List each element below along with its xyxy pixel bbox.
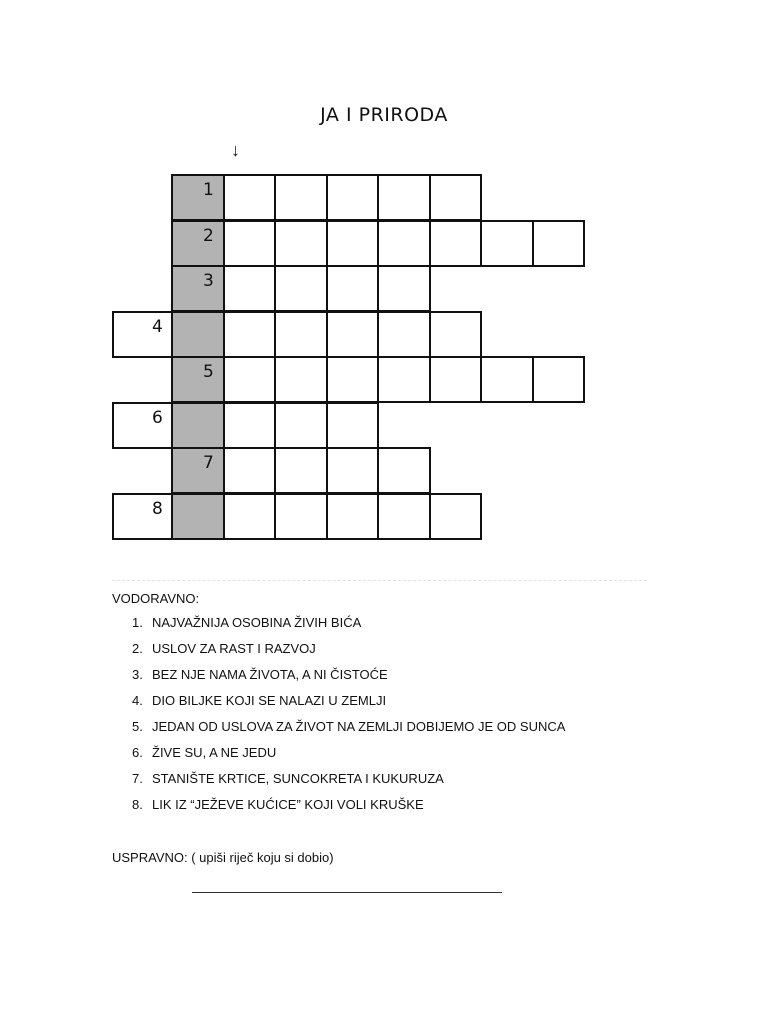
clue-text: JEDAN OD USLOVA ZA ŽIVOT NA ZEMLJI DOBIJEMO JE OD SUNCA xyxy=(152,719,566,734)
row-number: 5 xyxy=(203,362,214,382)
clue-text: ŽIVE SU, A NE JEDU xyxy=(152,745,277,760)
crossword-cell[interactable] xyxy=(377,265,431,312)
crossword-cell[interactable] xyxy=(377,447,431,494)
crossword-cell[interactable] xyxy=(326,174,380,221)
crossword-cell[interactable] xyxy=(429,493,483,540)
key-column-cell[interactable] xyxy=(171,311,225,358)
crossword-cell[interactable] xyxy=(223,402,277,449)
worksheet-title: JA I PRIRODA xyxy=(320,104,448,126)
crossword-cell[interactable] xyxy=(326,402,380,449)
crossword-cell[interactable] xyxy=(274,265,328,312)
row-number: 2 xyxy=(203,225,214,246)
key-column-cell[interactable] xyxy=(171,402,225,449)
clue-item xyxy=(132,744,565,770)
crossword-cell[interactable] xyxy=(274,447,328,494)
clue-item xyxy=(132,692,565,718)
crossword-cell[interactable] xyxy=(274,493,328,540)
crossword-cell[interactable] xyxy=(429,356,483,403)
crossword-cell[interactable] xyxy=(274,220,328,267)
clue-item xyxy=(132,666,565,692)
clue-number: 8. xyxy=(132,797,143,812)
crossword-cell xyxy=(112,402,173,449)
clue-item xyxy=(132,770,565,796)
clue-number: 5. xyxy=(132,719,143,734)
row-number: 4 xyxy=(152,316,163,337)
crossword-cell[interactable] xyxy=(223,220,277,267)
clue-text: NAJVAŽNIJA OSOBINA ŽIVIH BIĆA xyxy=(152,615,362,630)
across-clues xyxy=(132,614,565,822)
key-column-cell xyxy=(171,220,225,267)
crossword-cell xyxy=(112,311,173,358)
clue-number: 1. xyxy=(132,615,143,630)
key-column-cell[interactable] xyxy=(171,493,225,540)
down-prompt xyxy=(112,850,334,865)
key-column-cell xyxy=(171,356,225,403)
crossword-cell[interactable] xyxy=(223,311,277,358)
crossword-cell[interactable] xyxy=(377,220,431,267)
clue-number: 7. xyxy=(132,771,143,786)
crossword-cell[interactable] xyxy=(326,356,380,403)
row-number: 8 xyxy=(152,498,163,519)
crossword-cell[interactable] xyxy=(223,447,277,494)
divider xyxy=(112,580,647,581)
crossword-cell[interactable] xyxy=(326,447,380,494)
key-column-cell xyxy=(171,447,225,494)
crossword-cell[interactable] xyxy=(274,311,328,358)
clue-item xyxy=(132,614,565,640)
crossword-cell[interactable] xyxy=(274,402,328,449)
crossword-cell[interactable] xyxy=(377,356,431,403)
crossword-cell[interactable] xyxy=(532,356,586,403)
crossword-cell[interactable] xyxy=(429,220,483,267)
row-number: 3 xyxy=(203,271,214,291)
down-label: USPRAVNO: xyxy=(112,850,188,865)
crossword-cell[interactable] xyxy=(274,356,328,403)
clue-text: BEZ NJE NAMA ŽIVOTA, A NI ČISTOĆE xyxy=(152,667,388,682)
row-number: 6 xyxy=(152,407,163,428)
row-number: 1 xyxy=(203,180,214,200)
clue-number: 3. xyxy=(132,667,143,682)
clue-item xyxy=(132,796,565,822)
crossword-cell[interactable] xyxy=(326,493,380,540)
clue-number: 4. xyxy=(132,693,143,708)
crossword-cell[interactable] xyxy=(223,174,277,221)
clue-item xyxy=(132,718,565,744)
crossword-cell[interactable] xyxy=(480,356,534,403)
clue-text: LIK IZ “JEŽEVE KUĆICE” KOJI VOLI KRUŠKE xyxy=(152,797,424,812)
clue-text: STANIŠTE KRTICE, SUNCOKRETA I KUKURUZA xyxy=(152,771,444,786)
crossword-cell[interactable] xyxy=(223,265,277,312)
clue-text: USLOV ZA RAST I RAZVOJ xyxy=(152,641,316,656)
crossword-cell[interactable] xyxy=(377,493,431,540)
crossword-cell[interactable] xyxy=(326,265,380,312)
crossword-cell[interactable] xyxy=(377,311,431,358)
clue-item xyxy=(132,640,565,666)
crossword-cell xyxy=(112,493,173,540)
crossword-cell[interactable] xyxy=(532,220,586,267)
row-number: 7 xyxy=(203,453,214,473)
crossword-cell[interactable] xyxy=(223,493,277,540)
clue-text: DIO BILJKE KOJI SE NALAZI U ZEMLJI xyxy=(152,693,387,708)
across-heading: VODORAVNO: xyxy=(112,591,200,606)
crossword-cell[interactable] xyxy=(274,174,328,221)
key-column-cell xyxy=(171,265,225,312)
crossword-cell[interactable] xyxy=(480,220,534,267)
crossword-cell[interactable] xyxy=(377,174,431,221)
clue-number: 2. xyxy=(132,641,143,656)
clue-number: 6. xyxy=(132,745,143,760)
crossword-cell[interactable] xyxy=(223,356,277,403)
crossword-cell[interactable] xyxy=(326,220,380,267)
crossword-cell[interactable] xyxy=(326,311,380,358)
key-column-cell xyxy=(171,174,225,221)
crossword-cell[interactable] xyxy=(429,311,483,358)
crossword-cell[interactable] xyxy=(429,174,483,221)
answer-line[interactable] xyxy=(192,892,502,893)
down-arrow-icon: ↓ xyxy=(231,140,240,160)
down-instruction: ( upiši riječ koju si dobio) xyxy=(191,850,334,865)
